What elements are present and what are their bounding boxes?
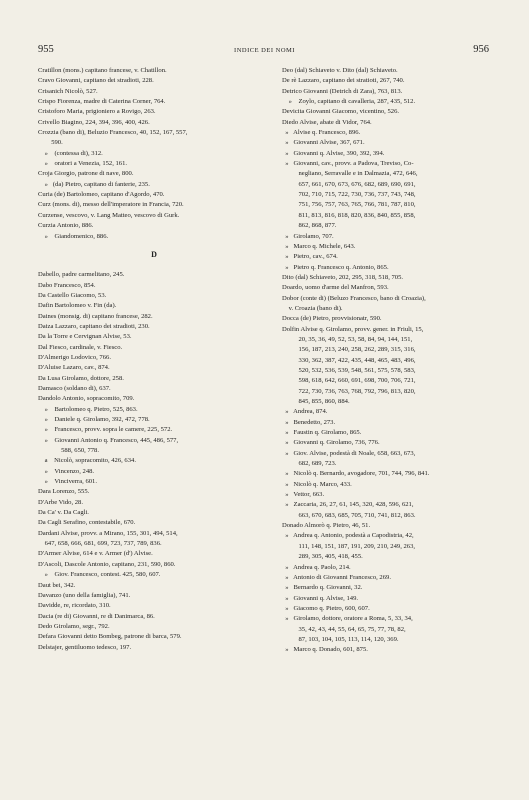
index-entry: negliano, Serravalle e in Dalmazia, 472, 646, <box>282 170 418 178</box>
index-entry: Curz (mons. di), messo dell'imperatore in Francia, 720. <box>38 201 184 209</box>
index-entry: 598, 618, 642, 660, 691, 698, 700, 706, 721, <box>282 377 416 385</box>
index-entry: » Marco q. Donado, 601, 875. <box>282 646 368 654</box>
index-entry: 156, 187, 213, 240, 258, 262, 289, 315, 316, <box>282 346 416 354</box>
index-entry: Curia (de) Bartolomeo, capitano d'Agordo, 470. <box>38 191 165 199</box>
left-entries-c <box>38 66 270 242</box>
index-entry: Curzense, vescovo, v. Lang Matteo, vescovo di Gurk. <box>38 211 180 219</box>
page-number-left: 955 <box>38 44 54 55</box>
index-entry: » Andrea q. Paolo, 214. <box>282 563 351 571</box>
index-entry: Crisanich Nicolò, 527. <box>38 87 98 95</box>
page-header <box>0 44 529 58</box>
index-entry: 862, 868, 877. <box>282 222 337 230</box>
index-entry: » Giov. Francesco, contest. 425, 580, 607. <box>38 571 161 579</box>
index-entry: 590. <box>38 139 63 147</box>
left-entries-d <box>38 270 270 653</box>
index-entry: 845, 855, 860, 884. <box>282 398 350 405</box>
index-entry: 811, 813, 816, 818, 820, 836, 840, 855, 858, <box>282 211 416 219</box>
index-entry: 722, 730, 736, 763, 768, 792, 796, 813, 820, <box>282 387 416 395</box>
index-entry: Cratillon (mons.) capitano francese, v. Chatillon. <box>38 67 167 74</box>
index-entry: » Pietro, cav., 674. <box>282 253 338 261</box>
index-entry: 663, 670, 683, 685, 705, 710, 741, 812, 863. <box>282 511 416 519</box>
index-entry: » Francesco, provv. sopra le camere, 225, 572. <box>38 426 173 434</box>
index-entry: D'Ascoli, Dascole Antonio, capitano, 231, 590, 860. <box>38 560 176 568</box>
index-entry: v. Croazia (bano di). <box>282 304 343 312</box>
index-entry: Dabello, padre carmelitano, 245. <box>38 271 125 279</box>
index-entry: 657, 661, 670, 673, 676, 682, 689, 690, 691, <box>282 180 416 188</box>
index-entry: D'Almerigo Lodovico, 766. <box>38 353 111 361</box>
index-entry: » (da) Pietro, capitano di fanterie, 235. <box>38 180 150 188</box>
index-entry: » Andrea, 874. <box>282 408 328 416</box>
index-entry: Dito (dal) Schiaveto, 202, 295, 318, 518, 705. <box>282 273 404 281</box>
index-entry: Daines (monsig. di) capitano francese, 282. <box>38 312 153 320</box>
page-number-right: 956 <box>473 44 489 55</box>
index-entry: » Antonio di Giovanni Francesco, 269. <box>282 573 391 581</box>
index-entry: Dal Fiesco, cardinale, v. Fiesco. <box>38 343 123 351</box>
index-entry: Diedo Alvise, abate di Vidor, 764. <box>282 118 372 126</box>
index-entry: Docca (de) Pietro, provvisionatr, 590. <box>282 315 382 323</box>
index-entry: Dolfin Alvise q. Girolamo, provv. gener. in Friuli, 15, <box>282 325 424 333</box>
index-entry: 35, 42, 43, 44, 55, 64, 65, 75, 77, 78, 82, <box>282 625 406 633</box>
index-entry: Defara Giovanni detto Bombeg, patrone di barca, 579. <box>38 633 182 641</box>
index-entry: » Zoylo, capitano di cavalleria, 287, 435, 512. <box>282 98 416 106</box>
index-entry: » Giovanni, cav., provv. a Padova, Treviso, Co- <box>282 160 414 168</box>
index-entry: 520, 532, 536, 539, 548, 561, 575, 578, 583, <box>282 366 416 374</box>
index-entry: » oratori a Venezia, 152, 161. <box>38 160 128 168</box>
index-entry: Davanzo (uno della famiglia), 741. <box>38 591 131 599</box>
index-entry: Crispo Fiorenza, madre di Caterina Corner, 764. <box>38 98 166 106</box>
index-entry: » (contessa di), 312. <box>38 149 103 157</box>
index-entry: 588, 650, 778. <box>38 447 99 455</box>
left-column <box>38 66 270 653</box>
index-entry: » Giov. Alvise, podestà di Noale, 658, 663, 673, <box>282 449 416 457</box>
index-entry: » Alvise q. Francesco, 896. <box>282 129 361 137</box>
index-entry: Dara Lorenzo, 555. <box>38 488 90 496</box>
index-entry: 87, 103, 104, 105, 113, 114, 120, 369. <box>282 635 399 643</box>
index-entry: Delstajer, gentiluomo tedesco, 197. <box>38 643 132 651</box>
index-entry: » Vettor, 663. <box>282 491 325 499</box>
index-entry: Doardo, uomo d'arme del Manfron, 593. <box>282 284 389 292</box>
index-entry: Dardani Alvise, provv. a Mirano, 155, 301, 494, 514, <box>38 529 178 537</box>
index-entry: Cristoforo Maria, prigioniero a Rovigo, 263. <box>38 108 156 116</box>
index-entry: Cravo Giovanni, capitano dei stradioti, 228. <box>38 77 154 85</box>
index-entry: a Nicolò, sopracomito, 426, 634. <box>38 457 136 465</box>
index-entry: » Nicolò q. Bernardo, avogadore, 701, 744, 796, 841. <box>282 470 430 478</box>
index-entry: Damasco (soldano di), 637. <box>38 384 111 392</box>
index-entry: Da Cagli Serafino, contestabile, 670. <box>38 519 136 527</box>
index-entry: Donado Almorò q. Pietro, 46, 51. <box>282 522 371 530</box>
index-entry: » Benedetto, 273. <box>282 418 336 426</box>
index-entry: Curzia Antonio, 886. <box>38 222 94 230</box>
index-entry: Dobor (conte di) (Beluzo Francesco, bano di Croazia), <box>282 294 426 302</box>
index-entry: » Andrea q. Antonio, podestà a Capodistria, 42, <box>282 532 414 540</box>
running-title: INDICE DEI NOMI <box>234 47 295 54</box>
index-entry: Crivello Biagino, 224, 394, 396, 400, 426. <box>38 118 150 126</box>
index-entry: » Zaccaria, 26, 27, 61, 145, 320, 428, 596, 621, <box>282 501 414 509</box>
index-entry: Dacia (re di) Giovanni, re di Danimarca, 86. <box>38 612 155 620</box>
index-entry: Deo (dal) Schiaveto v. Dito (dal) Schiaveto. <box>282 67 398 74</box>
index-entry: 682, 689, 723. <box>282 460 337 468</box>
index-entry: Daiza Lazzaro, capitano dei stradioti, 230. <box>38 322 150 330</box>
index-entry: » Giovanni Alvise, 367, 671. <box>282 139 365 147</box>
index-entry: » Pietro q. Francesco q. Antonio, 865. <box>282 263 389 271</box>
index-entry: Da Castello Giacomo, 53. <box>38 291 107 299</box>
index-entry: Da Ca' v. Da Cagli. <box>38 509 89 517</box>
index-entry: » Girolamo, dottore, oratore a Roma, 5, 33, 34, <box>282 615 413 623</box>
index-entry: » Vinciverra, 601. <box>38 478 97 486</box>
index-entry: D'Arbe Vido, 28. <box>38 498 83 506</box>
section-letter: D <box>151 249 157 259</box>
index-entry: » Giacomo q. Pietro, 600, 607. <box>282 604 370 612</box>
index-entry: D'Armer Alvise, 614 e v. Armer (d') Alvise. <box>38 550 153 558</box>
index-entry: 111, 148, 151, 187, 191, 209, 210, 249, 263, <box>282 542 416 550</box>
index-entry: Dedo Girolamo, segr., 792. <box>38 622 110 630</box>
index-entry: Croja Giorgio, patrone di nave, 800. <box>38 170 134 178</box>
index-entry: Dandolo Antonio, sopracomito, 709. <box>38 395 135 403</box>
index-entry: Da Lusa Girolamo, dottore, 258. <box>38 374 124 382</box>
index-entry: D'Aluise Lazaro, cav., 874. <box>38 364 110 372</box>
index-entry: » Marco q. Michele, 643. <box>282 242 356 250</box>
index-entry: 751, 756, 757, 763, 765, 766, 781, 787, 810, <box>282 201 416 209</box>
index-entry: 20, 35, 36, 49, 52, 53, 58, 84, 94, 144, 151, <box>282 335 413 343</box>
index-entry: 330, 362, 387, 422, 435, 448, 465, 483, 496, <box>282 356 416 364</box>
index-entry: » Faustin q. Girolamo, 865. <box>282 429 362 437</box>
index-entry: Dabo Francesco, 854. <box>38 281 96 289</box>
index-entry: Crozzia (bano di), Beluzio Francesco, 40, 152, 167, 557, <box>38 129 188 137</box>
index-entry: » Giovanni q. Alvise, 390, 392, 394. <box>282 149 385 157</box>
index-entry: Daut bei, 342. <box>38 581 76 589</box>
index-entry: 289, 305, 405, 418, 455. <box>282 553 363 561</box>
index-entry: » Vincenzo, 248. <box>38 467 95 475</box>
index-entry: De rè Lazzaro, capitano dei stratioti, 267, 740. <box>282 77 405 85</box>
index-entry: Davidde, re, ricordato, 310. <box>38 602 111 610</box>
index-entry: » Daniele q. Girolamo, 392, 472, 778. <box>38 416 150 423</box>
index-entry: Devicita Giovanni Giacomo, vicentino, 526. <box>282 108 400 116</box>
index-entry: » Giovanni q. Alvise, 149. <box>282 594 359 602</box>
index-entry: Detrico Giovanni (Detrich di Zara), 763, 813. <box>282 87 403 95</box>
index-entry: Da la Torre e Cervignan Alvise, 53. <box>38 333 132 341</box>
index-entry: » Giandomenico, 886. <box>38 232 109 240</box>
index-entry: » Bernardo q. Giovanni, 32. <box>282 584 363 592</box>
index-entry: 647, 658, 666, 681, 699, 723, 737, 789, 836. <box>38 540 162 548</box>
index-entry: » Giovanni q. Girolamo, 736, 776. <box>282 439 380 447</box>
right-entries <box>282 66 490 656</box>
right-column <box>282 66 490 656</box>
index-entry: 702, 710, 715, 722, 730, 736, 737, 743, 748, <box>282 191 416 199</box>
index-entry: » Nicolò q. Marco, 433. <box>282 480 352 488</box>
index-entry: Dafin Bartolomeo v. Fin (da). <box>38 302 117 310</box>
index-entry: » Girolamo, 707. <box>282 232 334 240</box>
index-entry: » Giovanni Antonio q. Francesco, 445, 486, 577, <box>38 436 179 444</box>
index-entry: » Bartolomeo q. Pietro, 525, 863. <box>38 405 138 413</box>
